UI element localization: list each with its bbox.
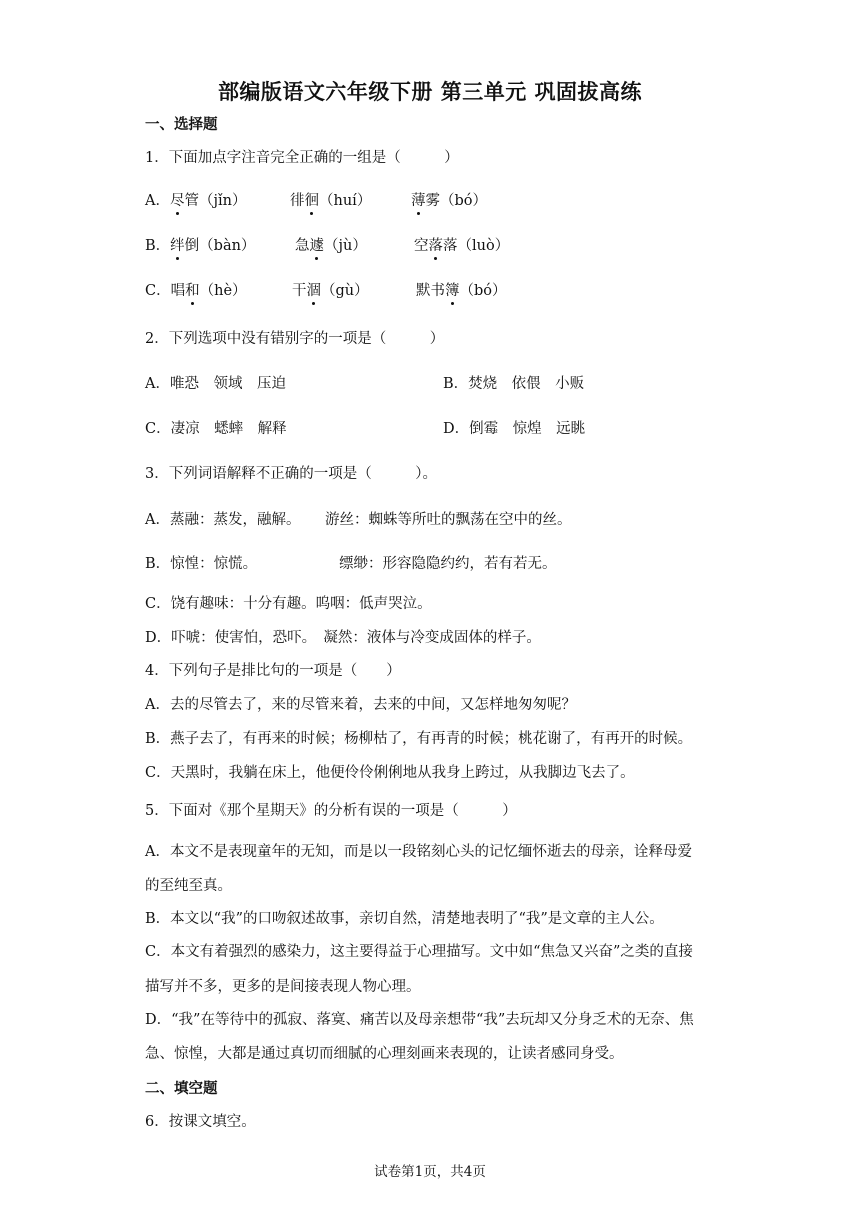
section-heading-choice: 一、选择题 bbox=[145, 117, 218, 133]
dotted-char: 徊 bbox=[305, 189, 320, 210]
question-3-option-a-term2: 游丝：蜘蛛等所吐的飘荡在空中的丝。 bbox=[325, 512, 572, 528]
question-2-option-d: D．倒霉 惊煌 远眺 bbox=[443, 421, 586, 437]
dotted-char: 绊 bbox=[170, 234, 185, 255]
dotted-char: 落 bbox=[429, 234, 444, 255]
question-5-line: C．本文有着强烈的感染力，这主要得益于心理描写。文中如“焦急又兴奋”之类的直接 bbox=[145, 944, 693, 960]
question-2-option-a: A．唯恐 领域 压迫 bbox=[145, 376, 286, 392]
question-3-option-a-term1: A．蒸融：蒸发，融解。 bbox=[145, 512, 301, 528]
dotted-char: 簿 bbox=[445, 279, 460, 300]
question-4-option-a: A．去的尽管去了，来的尽管来着，去来的中间，又怎样地匆匆呢？ bbox=[145, 697, 576, 713]
option-item: 干涸（gù） bbox=[292, 279, 369, 300]
option-item: C．唱和（hè） bbox=[145, 279, 247, 300]
dotted-char: 尽 bbox=[170, 189, 185, 210]
question-4-stem: 4．下列句子是排比句的一项是（ ） bbox=[145, 663, 401, 679]
question-1-stem: 1．下面加点字注音完全正确的一组是（ ） bbox=[145, 150, 459, 166]
question-5-line: A．本文不是表现童年的无知，而是以一段铭刻心头的记忆缅怀逝去的母亲，诠释母爱 bbox=[145, 844, 692, 860]
option-item: 薄雾（bó） bbox=[411, 189, 487, 210]
question-5-line: 的至纯至真。 bbox=[145, 878, 232, 894]
option-item: 徘徊（huí） bbox=[290, 189, 371, 210]
question-5-stem: 5．下面对《那个星期天》的分析有误的一项是（ ） bbox=[145, 803, 517, 819]
dotted-char: 薄 bbox=[411, 189, 426, 210]
question-5-line: 急、惊惶，大都是通过真切而细腻的心理刻画来表现的，让读者感同身受。 bbox=[145, 1046, 624, 1062]
question-3-stem: 3．下列词语解释不正确的一项是（ ）。 bbox=[145, 466, 437, 482]
option-item: A．尽管（jǐn） bbox=[145, 189, 246, 210]
question-5-line: 描写并不多，更多的是间接表现人物心理。 bbox=[145, 979, 421, 995]
question-5-line: D．“我”在等待中的孤寂、落寞、痛苦以及母亲想带“我”去玩却又分身乏术的无奈、焦 bbox=[145, 1012, 694, 1028]
option-item: 默书簿（bó） bbox=[416, 279, 507, 300]
dotted-char: 涸 bbox=[307, 279, 322, 300]
dotted-char: 遽 bbox=[310, 234, 325, 255]
question-4-option-c: C．天黑时，我躺在床上，他便伶伶俐俐地从我身上跨过，从我脚边飞去了。 bbox=[145, 765, 635, 781]
question-5-line: B．本文以“我”的口吻叙述故事，亲切自然，清楚地表明了“我”是文章的主人公。 bbox=[145, 911, 664, 927]
question-2-option-c: C．凄凉 蟋蟀 解释 bbox=[145, 421, 287, 437]
page-title: 部编版语文六年级下册 第三单元 巩固拔高练 bbox=[217, 80, 643, 104]
question-6-stem: 6．按课文填空。 bbox=[145, 1114, 256, 1130]
option-item: 急遽（jù） bbox=[295, 234, 367, 255]
question-4-option-b: B．燕子去了，有再来的时候；杨柳枯了，有再青的时候；桃花谢了，有再开的时候。 bbox=[145, 731, 693, 747]
page-footer: 试卷第1页，共4页 bbox=[374, 1164, 486, 1180]
question-2-stem: 2．下列选项中没有错别字的一项是（ ） bbox=[145, 331, 445, 347]
dotted-char: 和 bbox=[185, 279, 200, 300]
question-3-option-c: C．饶有趣味：十分有趣。呜咽：低声哭泣。 bbox=[145, 596, 432, 612]
question-3-option-b-term1: B．惊惶：惊慌。 bbox=[145, 556, 258, 572]
question-3-option-b-term2: 缥缈：形容隐隐约约，若有若无。 bbox=[339, 556, 557, 572]
option-item: 空落落（luò） bbox=[414, 234, 509, 255]
section-heading-fill: 二、填空题 bbox=[145, 1081, 218, 1097]
option-item: B．绊倒（bàn） bbox=[145, 234, 255, 255]
question-3-option-d: D．吓唬：使害怕，恐吓。 凝然：液体与冷变成固体的样子。 bbox=[145, 630, 541, 646]
question-2-option-b: B．焚烧 依偎 小贩 bbox=[443, 376, 585, 392]
